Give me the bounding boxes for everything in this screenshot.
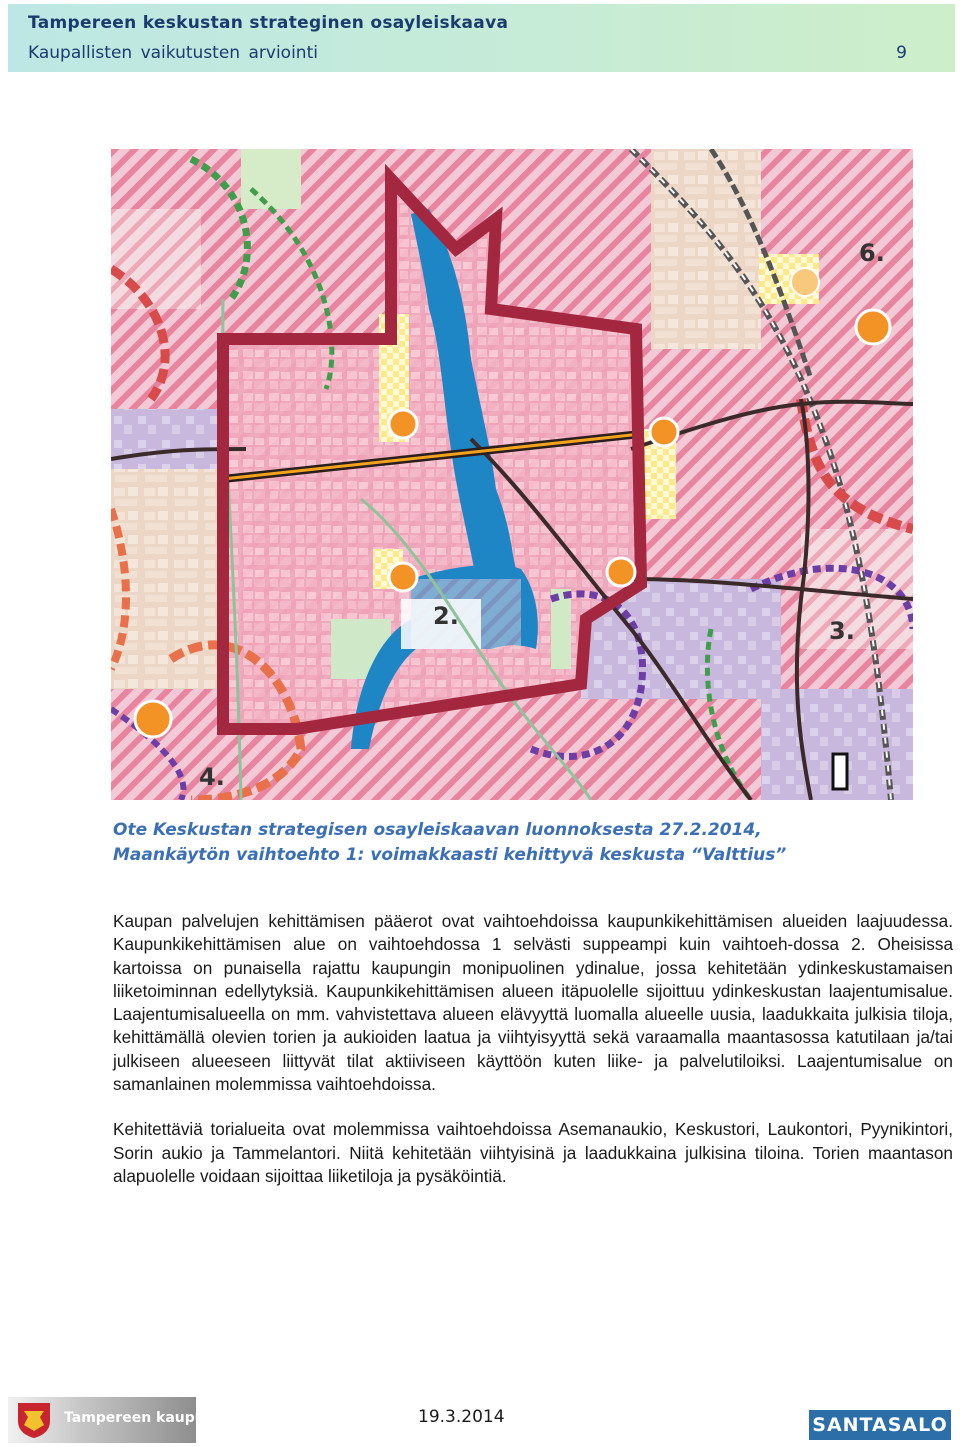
- document-subtitle: Kaupallisten vaikutusten arviointi: [28, 43, 318, 63]
- page-number: 9: [896, 43, 907, 63]
- area-label-6: 6.: [859, 239, 885, 267]
- paragraph-1: Kaupan palvelujen kehittämisen pääerot ovat vaihtoehdoissa kaupunkikehittämisen alueiden laajuudessa. Kaupunkikehittämisen alue on vaihtoehdossa 1 selvästi suppeampi kuin vaihtoeh-dossa 2. Oheisissa kartoissa on punaisella rajattu kaupungin monipuolinen ydinalue, jossa kehitetään ydinkeskustamaisen liiketoiminnan edellytyksiä. Kaupunkikehittämisen alueen itäpuolelle sijoittuu ydinkeskustan laajentumisalue. Laajentumisalueella on mm. vahvistettava alueen elävyyttä luomalla alueelle uusia, laadukkaita julkisia tiloja, kehittämällä olevien torien ja aukioiden laatua ja viihtyisyyttä sekä varaamalla maantasossa katutilaan ja/tai julkiseen alueeseen liittyvät tilat aktiiviseen käyttöön kuten liike- ja palvelutiloiksi. Laajentumisalue on samanlainen molemmissa vaihtoehdoissa.: [113, 911, 953, 1095]
- body-text: [113, 910, 953, 1188]
- area-label-3: 3.: [829, 617, 855, 645]
- area-label-4: 4.: [199, 763, 225, 791]
- document-title: Tampereen keskustan strateginen osayleiskaava: [28, 13, 509, 33]
- paragraph-2: Kehitettäviä torialueita ovat molemmissa vaihtoehdoissa Asemanaukio, Keskustori, Laukontori, Pyynikintori, Sorin aukio ja Tammelantori. Niitä kehitetään viihtyisinä ja laadukkaina julkisina tiloina. Torien maantason alapuolelle voidaan sijoittaa liiketiloja ja pysäköintiä.: [113, 1119, 953, 1186]
- city-logo-text: Tampereen kaupunki: [64, 1410, 229, 1426]
- map-caption: [113, 818, 933, 868]
- plan-map: [111, 149, 913, 800]
- footer-date: 19.3.2014: [418, 1407, 505, 1427]
- plan-map-drawing: [111, 149, 913, 800]
- area-label-2: 2.: [433, 602, 459, 630]
- header-band: [8, 4, 955, 72]
- caption-line-1: Ote Keskustan strategisen osayleiskaavan luonnoksesta 27.2.2014,: [113, 820, 762, 840]
- caption-line-2: Maankäytön vaihtoehto 1: voimakkaasti kehittyvä keskusta “Valttius”: [113, 845, 787, 865]
- city-shield-icon: [14, 1401, 54, 1439]
- santasalo-logo: SANTASALO: [809, 1410, 951, 1440]
- city-logo: [8, 1397, 229, 1443]
